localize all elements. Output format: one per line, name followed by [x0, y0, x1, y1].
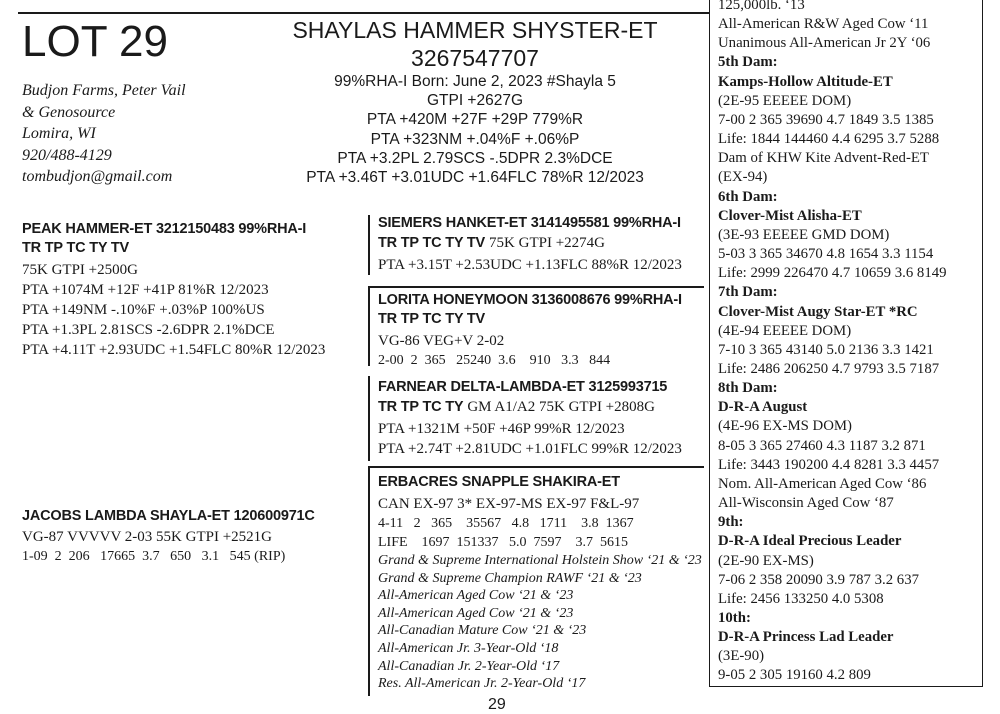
pedigree-heading: D-R-A August: [718, 399, 808, 416]
honor-item: All-American Jr. 3-Year-Old ‘18: [378, 640, 559, 656]
pedigree-detail: Life: 3443 190200 4.4 8281 3.3 4457: [718, 456, 940, 473]
animal-line: PTA +323NM +.04%F +.06%P: [370, 130, 580, 148]
pedigree-codes: TR TP TC TY TV: [378, 311, 486, 327]
pedigree-detail: Dam of KHW Kite Advent-Red-ET: [718, 150, 929, 167]
pedigree-entry-erbacres: [378, 473, 708, 693]
sire-line: 75K GTPI +2500G: [22, 262, 138, 278]
animal-registration: 3267547707: [411, 45, 539, 71]
sire-line: PTA +4.11T +2.93UDC +1.54FLC 80%R 12/2023: [22, 342, 326, 358]
pedigree-detail: 5-03 3 365 34670 4.8 1654 3.3 1154: [718, 246, 934, 263]
breeder-location: Lomira, WI: [22, 125, 96, 142]
pedigree-heading: D-R-A Princess Lad Leader: [718, 629, 894, 646]
sire-line: PTA +149NM -.10%F +.03%P 100%US: [22, 302, 265, 318]
pedigree-heading: 6th Dam:: [718, 188, 778, 205]
page-number: 29: [488, 696, 506, 713]
pedigree-codes: TR TP TC TY TV: [378, 235, 486, 251]
dam-block: [22, 507, 367, 566]
pedigree-detail: Life: 2486 206250 4.7 9793 3.5 7187: [718, 360, 940, 377]
pedigree-title: ERBACRES SNAPPLE SHAKIRA-ET: [378, 474, 620, 490]
pedigree-detail: (2E-95 EEEEE DOM): [718, 92, 852, 109]
breeder-name: Budjon Farms, Peter Vail: [22, 82, 186, 99]
honor-item: Res. All-American Jr. 2-Year-Old ‘17: [378, 676, 586, 692]
dam-title: JACOBS LAMBDA SHAYLA-ET 120600971C: [22, 508, 315, 524]
bracket-line: [368, 466, 704, 468]
pedigree-heading: D-R-A Ideal Precious Leader: [718, 533, 902, 550]
pedigree-record: 4-11 2 365 35567 4.8 1711 3.8 1367: [378, 516, 634, 531]
honor-item: Grand & Supreme Champion RAWF ‘21 & ‘23: [378, 570, 642, 586]
pedigree-detail: Life: 2456 133250 4.0 5308: [718, 590, 884, 607]
pedigree-detail: (4E-94 EEEEE DOM): [718, 322, 852, 339]
pedigree-title: FARNEAR DELTA-LAMBDA-ET 3125993715: [378, 379, 668, 395]
bracket-line: [368, 286, 370, 366]
honor-item: Grand & Supreme International Holstein Show ‘21 & ‘23: [378, 553, 702, 568]
pedigree-codes-extra: 75K GTPI +2274G: [489, 235, 606, 251]
animal-line: 99%RHA-I Born: June 2, 2023 #Shayla 5: [334, 73, 616, 90]
top-rule: [18, 12, 710, 14]
sire-block: [22, 220, 372, 360]
bracket-line: [368, 466, 370, 696]
pedigree-codes-extra: GM A1/A2 75K GTPI +2808G: [467, 399, 655, 415]
bracket-line: [368, 376, 370, 461]
pedigree-codes: TR TP TC TY: [378, 399, 464, 415]
pedigree-detail: Life: 1844 144460 4.4 6295 3.7 5288: [718, 131, 940, 148]
honor-item: All-Canadian Mature Cow ‘21 & ‘23: [378, 623, 587, 639]
pedigree-classification: CAN EX-97 3* EX-97-MS EX-97 F&L-97: [378, 496, 640, 512]
animal-line: GTPI +2627G: [426, 92, 524, 110]
pedigree-detail: 9-05 2 305 19160 4.2 809: [718, 667, 871, 684]
bracket-line: [368, 286, 704, 288]
pedigree-detail: (3E-90): [718, 648, 765, 665]
pedigree-detail: (EX-94): [718, 169, 768, 186]
pedigree-detail: (2E-90 EX-MS): [718, 552, 814, 569]
breeder-phone: 920/488-4129: [22, 146, 112, 164]
pedigree-heading: 7th Dam:: [718, 284, 778, 301]
pedigree-detail: (4E-96 EX-MS DOM): [718, 418, 852, 435]
sire-title: PEAK HAMMER-ET 3212150483 99%RHA-I: [22, 221, 307, 237]
pedigree-heading: 5th Dam:: [718, 54, 778, 71]
sire-codes: TR TP TC TY TV: [22, 240, 130, 256]
pedigree-detail: All-Wisconsin Aged Cow ‘87: [718, 495, 894, 512]
animal-line: PTA +420M +27F +29P 779%R: [366, 111, 584, 129]
pedigree-heading: 9th:: [718, 514, 744, 531]
pedigree-heading: Kamps-Hollow Altitude-ET: [718, 73, 893, 90]
pedigree-heading: 10th:: [718, 610, 751, 626]
breeder-email: tombudjon@gmail.com: [22, 168, 173, 185]
animal-name: SHAYLAS HAMMER SHYSTER-ET: [292, 17, 658, 43]
pedigree-heading: Clover-Mist Alisha-ET: [718, 207, 862, 224]
pedigree-detail: 7-00 2 365 39690 4.7 1849 3.5 1385: [718, 111, 934, 128]
pedigree-lifetime: LIFE 1697 151337 5.0 7597 3.7 5615: [378, 535, 629, 550]
animal-line: PTA +3.2PL 2.79SCS -.5DPR 2.3%DCE: [337, 149, 613, 167]
lot-number: LOT 29: [22, 17, 168, 66]
pedigree-line: VG-86 VEG+V 2-02: [378, 333, 505, 349]
pedigree-entry-siemers: [378, 214, 708, 275]
pedigree-line: PTA +1321M +50F +46P 99%R 12/2023: [378, 421, 625, 437]
animal-header: [270, 17, 680, 187]
pedigree-detail: All-American R&W Aged Cow ‘11: [718, 16, 929, 33]
honor-item: All-American Aged Cow ‘21 & ‘23: [378, 588, 574, 604]
pedigree-entry-farnear: [378, 378, 708, 459]
dam-record: 1-09 2 206 17665 3.7 650 3.1 545 (RIP): [22, 549, 286, 564]
honor-item: All-Canadian Jr. 2-Year-Old ‘17: [378, 658, 560, 674]
pedigree-detail: Nom. All-American Aged Cow ‘86: [718, 475, 927, 492]
pedigree-detail: 7-06 2 358 20090 3.9 787 3.2 637: [718, 571, 919, 588]
pedigree-detail: 125,000lb. ‘13: [718, 0, 805, 13]
extended-pedigree: [718, 0, 980, 686]
sire-line: PTA +1.3PL 2.81SCS -2.6DPR 2.1%DCE: [22, 322, 275, 338]
dam-classification: VG-87 VVVVV 2-03 55K GTPI +2521G: [22, 529, 272, 545]
animal-line: PTA +3.46T +3.01UDC +1.64FLC 78%R 12/2023: [306, 169, 644, 187]
breeder-info: [22, 80, 186, 188]
pedigree-title: SIEMERS HANKET-ET 3141495581 99%RHA-I: [378, 215, 681, 231]
pedigree-detail: 7-10 3 365 43140 5.0 2136 3.3 1421: [718, 341, 934, 358]
pedigree-entry-lorita: [378, 291, 708, 370]
pedigree-detail: 8-05 3 365 27460 4.3 1187 3.2 871: [718, 437, 926, 454]
sire-line: PTA +1074M +12F +41P 81%R 12/2023: [22, 282, 269, 298]
pedigree-heading: 8th Dam:: [718, 380, 778, 397]
honor-item: All-American Aged Cow ‘21 & ‘23: [378, 605, 574, 621]
pedigree-line: PTA +3.15T +2.53UDC +1.13FLC 88%R 12/2023: [378, 257, 682, 273]
pedigree-title: LORITA HONEYMOON 3136008676 99%RHA-I: [378, 292, 682, 308]
pedigree-detail: Life: 2999 226470 4.7 10659 3.6 8149: [718, 265, 947, 282]
pedigree-detail: Unanimous All-American Jr 2Y ‘06: [718, 35, 931, 52]
breeder-partner: & Genosource: [22, 103, 116, 121]
pedigree-line: 2-00 2 365 25240 3.6 910 3.3 844: [378, 353, 611, 368]
pedigree-line: PTA +2.74T +2.81UDC +1.01FLC 99%R 12/2023: [378, 441, 682, 457]
pedigree-heading: Clover-Mist Augy Star-ET *RC: [718, 303, 918, 320]
bracket-line: [368, 215, 370, 275]
pedigree-detail: (3E-93 EEEEE GMD DOM): [718, 226, 890, 243]
